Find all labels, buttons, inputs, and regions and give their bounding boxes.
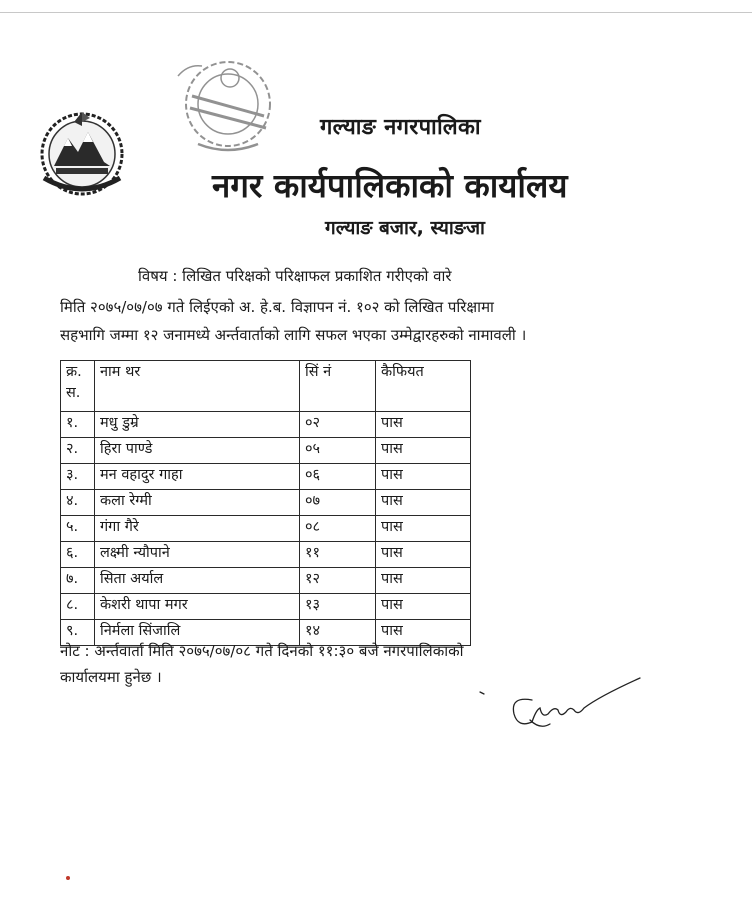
scan-mark — [66, 876, 70, 880]
cell-name: हिरा पाण्डे — [95, 438, 300, 464]
cell-name: सिता अर्याल — [95, 568, 300, 594]
cell-remarks: पास — [376, 568, 471, 594]
cell-remarks: पास — [376, 464, 471, 490]
header-serial: क्र. स. — [61, 361, 95, 412]
cell-roll-number: १४ — [300, 620, 376, 646]
cell-remarks: पास — [376, 490, 471, 516]
cell-roll-number: १२ — [300, 568, 376, 594]
body-paragraph-line-1: मिति २०७५/०७/०७ गते लिईएको अ. हे.ब. विज्ञापन नं. १०२ को लिखित परिक्षामा — [60, 298, 494, 316]
cell-serial: ६. — [61, 542, 95, 568]
table-header-row — [61, 361, 471, 412]
table-row — [61, 412, 471, 438]
cell-roll-number: ०६ — [300, 464, 376, 490]
cell-serial: ५. — [61, 516, 95, 542]
cell-name: केशरी थापा मगर — [95, 594, 300, 620]
cell-roll-number: ०७ — [300, 490, 376, 516]
cell-name: निर्मला सिंजालि — [95, 620, 300, 646]
office-seal-stamp — [168, 56, 290, 160]
body-paragraph-line-2: सहभागि जम्मा १२ जनामध्ये अर्न्तवार्ताको लागि सफल भएका उम्मेद्वारहरुको नामावली । — [60, 326, 527, 344]
cell-name: मन वहादुर गाहा — [95, 464, 300, 490]
cell-remarks: पास — [376, 412, 471, 438]
cell-remarks: पास — [376, 620, 471, 646]
table-row — [61, 542, 471, 568]
municipality-name: गल्याङ नगरपालिका — [320, 115, 481, 140]
cell-roll-number: ११ — [300, 542, 376, 568]
table-row — [61, 594, 471, 620]
note-line-2: कार्यालयमा हुनेछ । — [60, 668, 162, 686]
signature — [470, 670, 650, 740]
cell-name: लक्ष्मी न्यौपाने — [95, 542, 300, 568]
table-row — [61, 516, 471, 542]
nepal-emblem-icon — [34, 104, 130, 200]
header-remarks: कैफियत — [376, 361, 471, 412]
cell-roll-number: १३ — [300, 594, 376, 620]
cell-remarks: पास — [376, 438, 471, 464]
note-line-1: नोट : अर्न्तवार्ता मिति २०७५/०७/०८ गते दिनको ११:३० बजे नगरपालिकाको — [60, 642, 464, 660]
subject-line: विषय : लिखित परिक्षको परिक्षाफल प्रकाशित गरीएको वारे — [138, 267, 452, 285]
cell-roll-number: ०५ — [300, 438, 376, 464]
office-title: नगर कार्यपालिकाको कार्यालय — [212, 166, 568, 205]
office-address: गल्याङ बजार, स्याङजा — [325, 217, 485, 239]
cell-roll-number: ०२ — [300, 412, 376, 438]
cell-name: मधु डुम्रे — [95, 412, 300, 438]
cell-serial: ७. — [61, 568, 95, 594]
cell-remarks: पास — [376, 542, 471, 568]
table-row — [61, 490, 471, 516]
header-roll-number: सिं नं — [300, 361, 376, 412]
cell-serial: २. — [61, 438, 95, 464]
cell-remarks: पास — [376, 516, 471, 542]
scan-edge-line — [0, 12, 752, 13]
cell-serial: १. — [61, 412, 95, 438]
cell-name: गंगा गैरे — [95, 516, 300, 542]
cell-serial: ९. — [61, 620, 95, 646]
cell-serial: ८. — [61, 594, 95, 620]
cell-serial: ४. — [61, 490, 95, 516]
cell-serial: ३. — [61, 464, 95, 490]
results-table — [60, 360, 471, 646]
table-row — [61, 438, 471, 464]
table-row — [61, 464, 471, 490]
header-name: नाम थर — [95, 361, 300, 412]
cell-remarks: पास — [376, 594, 471, 620]
cell-name: कला रेग्मी — [95, 490, 300, 516]
table-row — [61, 568, 471, 594]
cell-roll-number: ०८ — [300, 516, 376, 542]
